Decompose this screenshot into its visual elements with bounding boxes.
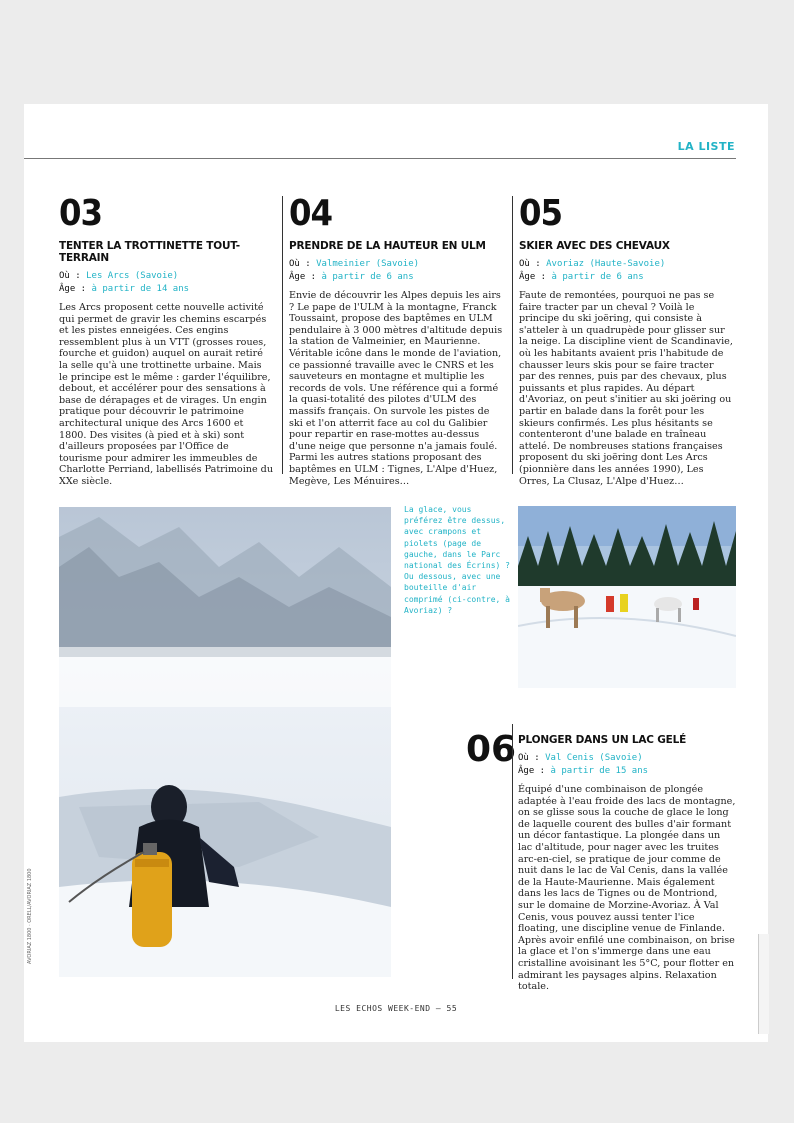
- age-label: Âge :: [289, 272, 317, 282]
- item-body: Faute de remontées, pourquoi ne pas se faire tracter par un cheval ? Voilà le principe du ski joëring, qui consiste à s'atteler à un quadrupède pour glisser sur la neige. La discipline vient de Scandinavie, où les habitants avaient pris l'habitude de chausser leurs skis pour se faire tracter par des rennes, puis par des chevaux, plus puissants et plus rapides. Au départ d'Avoriaz, on peut s'initier au ski joëring ou partir en balade dans la forêt pour les skieurs confirmés. Les plus hésitants se contenteront d'une balade en traîneau attelé. De nombreuses stations françaises proposent du ski joëring dont Les Arcs (pionnière dans les années 1990), Les Orres, La Clusaz, L'Alpe d'Huez…: [519, 290, 733, 487]
- item-meta: [518, 752, 736, 778]
- where-value: Avoriaz (Haute-Savoie): [546, 259, 666, 269]
- item-body: Envie de découvrir les Alpes depuis les airs ? Le pape de l'ULM à la montagne, Franck Toussaint, propose des baptêmes en ULM pendulaire à 3 000 mètres d'altitude depuis la station de Valmeinier, en Maurienne. Véritable icône dans le monde de l'aviation, ce passionné travaille avec le CNRS et les sauveteurs en montagne et multiplie les records de vols. Une référence qui a formé la quasi-totalité des pilotes d'ULM des massifs français. On survole les pistes de ski et l'on atterrit face au col du Galibier pour repartir en rase-mottes au-dessus d'une neige que personne n'a jamais foulé. Parmi les autres stations proposant des baptêmes en ULM : Tignes, L'Alpe d'Huez, Megève, Les Ménuires…: [289, 290, 503, 487]
- item-number: 05: [519, 193, 563, 234]
- item-title: PLONGER DANS UN LAC GELÉ: [518, 734, 687, 746]
- item-title: SKIER AVEC DES CHEVAUX: [519, 240, 670, 252]
- column-divider: [512, 196, 513, 474]
- item-meta: [59, 270, 273, 296]
- where-label: Où :: [59, 271, 81, 281]
- photo-credit: AVORIAZ 1800 · ORELL/AVORIAZ 1800: [27, 868, 33, 964]
- where-label: Où :: [289, 259, 311, 269]
- ice-diving-photo: [59, 507, 391, 977]
- age-label: Âge :: [59, 284, 87, 294]
- page-footer: LES ECHOS WEEK-END – 55: [334, 1004, 458, 1013]
- item-number: 06: [466, 729, 517, 770]
- item-title: TENTER LA TROTTINETTE TOUT-TERRAIN: [59, 240, 240, 264]
- header-rule: [24, 158, 736, 159]
- column-divider: [282, 196, 283, 474]
- item-meta: [519, 258, 733, 284]
- where-value: Les Arcs (Savoie): [86, 271, 179, 281]
- age-label: Âge :: [518, 766, 546, 776]
- item-number: 03: [59, 193, 103, 234]
- where-value: Valmeinier (Savoie): [316, 259, 420, 269]
- age-label: Âge :: [519, 272, 547, 282]
- where-label: Où :: [519, 259, 541, 269]
- age-value: à partir de 6 ans: [551, 272, 644, 282]
- age-value: à partir de 6 ans: [321, 272, 414, 282]
- age-value: à partir de 14 ans: [91, 284, 190, 294]
- item-number: 04: [289, 193, 333, 234]
- item-title: PRENDRE DE LA HAUTEUR EN ULM: [289, 240, 486, 252]
- item-body: Équipé d'une combinaison de plongée adaptée à l'eau froide des lacs de montagne, on se glisse sous la couche de glace le long de laquelle courent des bulles d'air formant un décor fantastique. La plongée dans un lac d'altitude, pour nager avec les truites arc-en-ciel, se pratique de jour comme de nuit dans le lac de Val Cenis, dans la vallée de la Haute-Maurienne. Mais également dans les lacs de Tignes ou de Montriond, sur le domaine de Morzine-Avoriaz. À Val Cenis, vous pouvez aussi tenter l'ice floating, une discipline venue de Finlande. Après avoir enfilé une combinaison, on brise la glace et l'on s'immerge dans une eau cristalline avoisinant les 5°C, pour flotter en admirant les paysages alpins. Relaxation totale.: [518, 784, 736, 993]
- ski-joering-photo: [518, 506, 736, 688]
- item-03: [59, 194, 273, 488]
- magazine-page: [24, 104, 768, 1042]
- item-06: [518, 734, 736, 993]
- item-05: [519, 194, 733, 487]
- item-meta: [289, 258, 503, 284]
- item-04: [289, 194, 503, 487]
- photo-caption: La glace, vous préférez être dessus, avec crampons et piolets (page de gauche, dans le Parc national des Écrins) ? Ou dessous, avec une bouteille d'air comprimé (ci-contre, à Avoriaz) ?: [404, 505, 510, 615]
- age-value: à partir de 15 ans: [550, 766, 649, 776]
- where-value: Val Cenis (Savoie): [545, 753, 643, 763]
- column-divider: [512, 724, 513, 979]
- page-edge: [758, 934, 769, 1034]
- where-label: Où :: [518, 753, 540, 763]
- section-label: LA LISTE: [677, 140, 735, 153]
- item-body: Les Arcs proposent cette nouvelle activité qui permet de gravir les chemins escarpés et les pistes enneigées. Ces engins ressemblent plus à un VTT (grosses roues, fourche et guidon) auquel on aurait retiré la selle qu'à une trottinette urbaine. Mais le principe est le même : garder l'équilibre, debout, et accélérer pour des sensations à base de dérapages et de virages. Un engin pratique pour découvrir le patrimoine architectural unique des Arcs 1600 et 1800. Des visites (à pied et à ski) sont d'ailleurs proposées par l'Office de tourisme pour admirer les immeubles de Charlotte Perriand, labellisés Patrimoine du XXe siècle.: [59, 302, 273, 487]
